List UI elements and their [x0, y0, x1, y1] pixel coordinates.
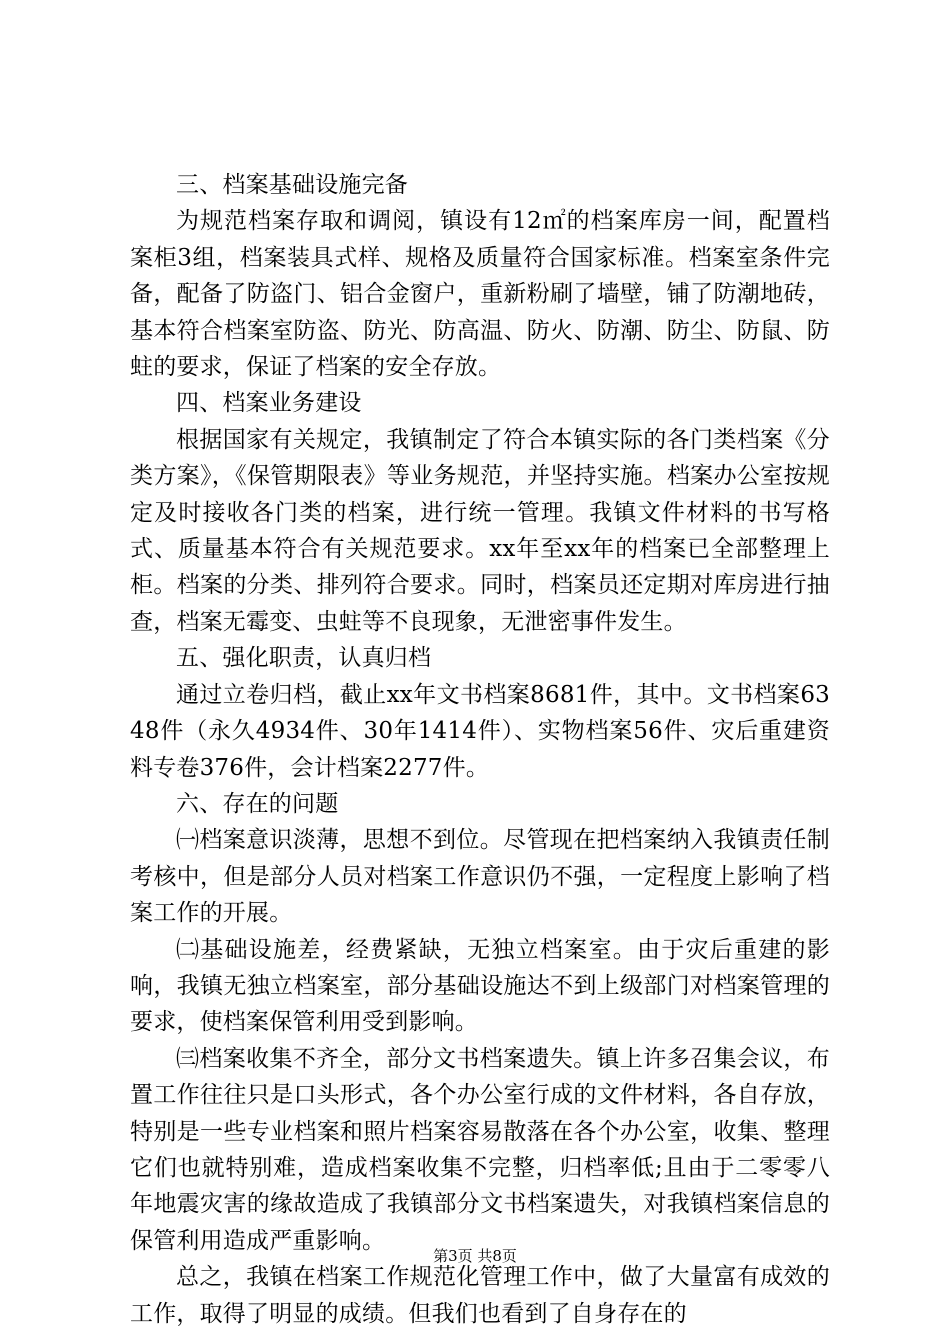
paragraph: 为规范档案存取和调阅，镇设有12㎡的档案库房一间，配置档案柜3组，档案装具式样、规格及质量符合国家标准。档案室条件完备，配备了防盗门、铝合金窗户，重新粉刷了墙壁，铺了防潮地砖，基本符合档案室防盗、防光、防高温、防火、防潮、防尘、防鼠、防蛀的要求，保证了档案的安全存放。 — [130, 208, 830, 381]
document-body — [130, 167, 830, 1332]
paragraph: 根据国家有关规定，我镇制定了符合本镇实际的各门类档案《分类方案》，《保管期限表》等业务规范，并坚持实施。档案办公室按规定及时接收各门类的档案，进行统一管理。我镇文件材料的书写格式、质量基本符合有关规范要求。xx年至xx年的档案已全部整理上柜。档案的分类、排列符合要求。同时，档案员还定期对库房进行抽查，档案无霉变、虫蛀等不良现象，无泄密事件发生。 — [130, 426, 830, 635]
paragraph: ㈢档案收集不齐全，部分文书档案遗失。镇上许多召集会议，布置工作往往只是口头形式，各个办公室行成的文件材料，各自存放，特别是一些专业档案和照片档案容易散落在各个办公室，收集、整理它们也就特别难，造成档案收集不完整，归档率低;且由于二零零八年地震灾害的缘故造成了我镇部分文书档案遗失，对我镇档案信息的保管利用造成严重影响。 — [130, 1045, 830, 1254]
section-heading: 五、强化职责，认真归档 — [176, 645, 432, 672]
section-heading: 六、存在的问题 — [176, 790, 339, 817]
paragraph: 总之，我镇在档案工作规范化管理工作中，做了大量富有成效的工作，取得了明显的成绩。但我们也看到了自身存在的 — [130, 1264, 830, 1327]
paragraph: 通过立卷归档，截止xx年文书档案8681件，其中。文书档案6348件（永久4934件、30年1414件）、实物档案56件、灾后重建资料专卷376件，会计档案2277件。 — [130, 681, 830, 781]
paragraph: ㈡基础设施差，经费紧缺，无独立档案室。由于灾后重建的影响，我镇无独立档案室，部分基础设施达不到上级部门对档案管理的要求，使档案保管利用受到影响。 — [130, 936, 830, 1036]
page-number: 第3页 共8页 — [433, 1247, 517, 1265]
paragraph: ㈠档案意识淡薄，思想不到位。尽管现在把档案纳入我镇责任制考核中，但是部分人员对档案工作意识仍不强，一定程度上影响了档案工作的开展。 — [130, 827, 830, 927]
section-heading: 三、档案基础设施完备 — [176, 172, 408, 198]
section-heading: 四、档案业务建设 — [176, 390, 362, 417]
